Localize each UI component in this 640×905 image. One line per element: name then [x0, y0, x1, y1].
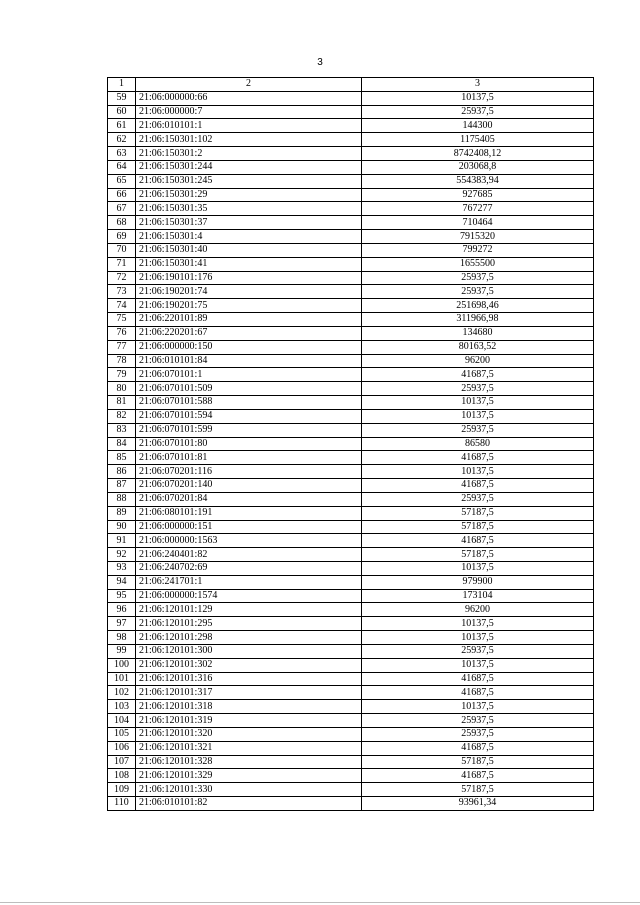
cadastral-number-cell: 21:06:120101:316 — [136, 672, 362, 686]
row-number-cell: 109 — [108, 783, 136, 797]
value-cell: 25937,5 — [362, 285, 594, 299]
table-row — [108, 230, 594, 244]
value-cell: 10137,5 — [362, 700, 594, 714]
table-header-row — [108, 78, 594, 92]
row-number-cell: 63 — [108, 147, 136, 161]
table-row — [108, 313, 594, 327]
value-cell: 7915320 — [362, 230, 594, 244]
table-row — [108, 741, 594, 755]
table-row — [108, 340, 594, 354]
table-row — [108, 575, 594, 589]
table-row — [108, 119, 594, 133]
cadastral-number-cell: 21:06:240702:69 — [136, 561, 362, 575]
row-number-cell: 95 — [108, 589, 136, 603]
value-cell: 25937,5 — [362, 644, 594, 658]
table-row — [108, 672, 594, 686]
cadastral-number-cell: 21:06:070101:1 — [136, 368, 362, 382]
table-row — [108, 257, 594, 271]
value-cell: 710464 — [362, 216, 594, 230]
value-cell: 554383,94 — [362, 174, 594, 188]
row-number-cell: 89 — [108, 506, 136, 520]
value-cell: 134680 — [362, 326, 594, 340]
row-number-cell: 102 — [108, 686, 136, 700]
cadastral-number-cell: 21:06:150301:41 — [136, 257, 362, 271]
cadastral-number-cell: 21:06:220101:89 — [136, 313, 362, 327]
table-row — [108, 797, 594, 811]
row-number-cell: 86 — [108, 465, 136, 479]
table-row — [108, 451, 594, 465]
cadastral-number-cell: 21:06:150301:2 — [136, 147, 362, 161]
value-cell: 10137,5 — [362, 409, 594, 423]
row-number-cell: 87 — [108, 479, 136, 493]
row-number-cell: 65 — [108, 174, 136, 188]
row-number-cell: 97 — [108, 617, 136, 631]
table-row — [108, 603, 594, 617]
row-number-cell: 99 — [108, 644, 136, 658]
cadastral-number-cell: 21:06:000000:66 — [136, 91, 362, 105]
row-number-cell: 105 — [108, 727, 136, 741]
cadastral-number-cell: 21:06:120101:321 — [136, 741, 362, 755]
cadastral-number-cell: 21:06:010101:84 — [136, 354, 362, 368]
value-cell: 80163,52 — [362, 340, 594, 354]
cadastral-number-cell: 21:06:000000:151 — [136, 520, 362, 534]
row-number-cell: 93 — [108, 561, 136, 575]
cadastral-number-cell: 21:06:150301:40 — [136, 243, 362, 257]
row-number-cell: 108 — [108, 769, 136, 783]
cadastral-number-cell: 21:06:150301:4 — [136, 230, 362, 244]
value-cell: 41687,5 — [362, 479, 594, 493]
value-cell: 1175405 — [362, 133, 594, 147]
table-row — [108, 160, 594, 174]
cadastral-number-cell: 21:06:120101:328 — [136, 755, 362, 769]
row-number-cell: 59 — [108, 91, 136, 105]
cadastral-number-cell: 21:06:070101:594 — [136, 409, 362, 423]
value-cell: 927685 — [362, 188, 594, 202]
value-cell: 1655500 — [362, 257, 594, 271]
value-cell: 96200 — [362, 603, 594, 617]
row-number-cell: 62 — [108, 133, 136, 147]
value-cell: 10137,5 — [362, 465, 594, 479]
cadastral-number-cell: 21:06:190201:74 — [136, 285, 362, 299]
row-number-cell: 75 — [108, 313, 136, 327]
value-cell: 25937,5 — [362, 714, 594, 728]
value-cell: 57187,5 — [362, 506, 594, 520]
value-cell: 93961,34 — [362, 797, 594, 811]
table-row — [108, 686, 594, 700]
table-row — [108, 243, 594, 257]
row-number-cell: 96 — [108, 603, 136, 617]
column-header-1: 1 — [108, 78, 136, 92]
cadastral-number-cell: 21:06:150301:244 — [136, 160, 362, 174]
row-number-cell: 74 — [108, 299, 136, 313]
value-cell: 311966,98 — [362, 313, 594, 327]
row-number-cell: 68 — [108, 216, 136, 230]
page-number: 3 — [317, 57, 323, 68]
table-row — [108, 534, 594, 548]
row-number-cell: 103 — [108, 700, 136, 714]
table-row — [108, 299, 594, 313]
row-number-cell: 66 — [108, 188, 136, 202]
table-row — [108, 520, 594, 534]
column-header-2: 2 — [136, 78, 362, 92]
row-number-cell: 60 — [108, 105, 136, 119]
table-row — [108, 548, 594, 562]
table-row — [108, 714, 594, 728]
cadastral-number-cell: 21:06:000000:7 — [136, 105, 362, 119]
cadastral-number-cell: 21:06:150301:37 — [136, 216, 362, 230]
table-row — [108, 783, 594, 797]
cadastral-number-cell: 21:06:241701:1 — [136, 575, 362, 589]
table-row — [108, 133, 594, 147]
table-row — [108, 91, 594, 105]
row-number-cell: 94 — [108, 575, 136, 589]
table-row — [108, 755, 594, 769]
cadastral-number-cell: 21:06:070201:116 — [136, 465, 362, 479]
cadastral-number-cell: 21:06:190101:176 — [136, 271, 362, 285]
value-cell: 41687,5 — [362, 741, 594, 755]
cadastral-value-table — [107, 77, 594, 811]
table-row — [108, 437, 594, 451]
cadastral-number-cell: 21:06:080101:191 — [136, 506, 362, 520]
value-cell: 86580 — [362, 437, 594, 451]
row-number-cell: 82 — [108, 409, 136, 423]
table-row — [108, 409, 594, 423]
cadastral-number-cell: 21:06:120101:295 — [136, 617, 362, 631]
value-cell: 10137,5 — [362, 658, 594, 672]
cadastral-number-cell: 21:06:070101:80 — [136, 437, 362, 451]
value-cell: 41687,5 — [362, 534, 594, 548]
table-row — [108, 216, 594, 230]
row-number-cell: 79 — [108, 368, 136, 382]
value-cell: 8742408,12 — [362, 147, 594, 161]
value-cell: 57187,5 — [362, 548, 594, 562]
cadastral-number-cell: 21:06:220201:67 — [136, 326, 362, 340]
table-row — [108, 700, 594, 714]
table-body — [108, 91, 594, 810]
table-row — [108, 147, 594, 161]
row-number-cell: 70 — [108, 243, 136, 257]
cadastral-number-cell: 21:06:070101:81 — [136, 451, 362, 465]
cadastral-number-cell: 21:06:120101:317 — [136, 686, 362, 700]
value-cell: 96200 — [362, 354, 594, 368]
value-cell: 10137,5 — [362, 631, 594, 645]
row-number-cell: 67 — [108, 202, 136, 216]
value-cell: 25937,5 — [362, 727, 594, 741]
cadastral-number-cell: 21:06:000000:1574 — [136, 589, 362, 603]
value-cell: 25937,5 — [362, 271, 594, 285]
cadastral-number-cell: 21:06:070101:588 — [136, 396, 362, 410]
cadastral-number-cell: 21:06:070101:509 — [136, 382, 362, 396]
table-row — [108, 285, 594, 299]
table-row — [108, 396, 594, 410]
value-cell: 41687,5 — [362, 451, 594, 465]
cadastral-number-cell: 21:06:150301:102 — [136, 133, 362, 147]
row-number-cell: 69 — [108, 230, 136, 244]
value-cell: 41687,5 — [362, 368, 594, 382]
row-number-cell: 100 — [108, 658, 136, 672]
value-cell: 10137,5 — [362, 561, 594, 575]
value-cell: 173104 — [362, 589, 594, 603]
cadastral-number-cell: 21:06:070201:84 — [136, 492, 362, 506]
value-cell: 25937,5 — [362, 105, 594, 119]
cadastral-number-cell: 21:06:150301:29 — [136, 188, 362, 202]
row-number-cell: 76 — [108, 326, 136, 340]
row-number-cell: 81 — [108, 396, 136, 410]
row-number-cell: 104 — [108, 714, 136, 728]
cadastral-number-cell: 21:06:000000:1563 — [136, 534, 362, 548]
value-cell: 979900 — [362, 575, 594, 589]
cadastral-number-cell: 21:06:150301:245 — [136, 174, 362, 188]
cadastral-number-cell: 21:06:120101:129 — [136, 603, 362, 617]
cadastral-number-cell: 21:06:120101:318 — [136, 700, 362, 714]
table-row — [108, 479, 594, 493]
cadastral-number-cell: 21:06:150301:35 — [136, 202, 362, 216]
row-number-cell: 84 — [108, 437, 136, 451]
table-row — [108, 561, 594, 575]
row-number-cell: 90 — [108, 520, 136, 534]
value-cell: 25937,5 — [362, 382, 594, 396]
table-row — [108, 174, 594, 188]
table-row — [108, 188, 594, 202]
cadastral-number-cell: 21:06:120101:330 — [136, 783, 362, 797]
table-row — [108, 271, 594, 285]
value-cell: 10137,5 — [362, 617, 594, 631]
table-row — [108, 644, 594, 658]
cadastral-number-cell: 21:06:070101:599 — [136, 423, 362, 437]
table-row — [108, 658, 594, 672]
table-row — [108, 589, 594, 603]
row-number-cell: 61 — [108, 119, 136, 133]
row-number-cell: 88 — [108, 492, 136, 506]
row-number-cell: 91 — [108, 534, 136, 548]
value-cell: 57187,5 — [362, 755, 594, 769]
cadastral-number-cell: 21:06:070201:140 — [136, 479, 362, 493]
table-row — [108, 423, 594, 437]
cadastral-number-cell: 21:06:120101:302 — [136, 658, 362, 672]
row-number-cell: 98 — [108, 631, 136, 645]
column-header-3: 3 — [362, 78, 594, 92]
cadastral-number-cell: 21:06:120101:320 — [136, 727, 362, 741]
cadastral-number-cell: 21:06:190201:75 — [136, 299, 362, 313]
value-cell: 144300 — [362, 119, 594, 133]
value-cell: 41687,5 — [362, 769, 594, 783]
row-number-cell: 110 — [108, 797, 136, 811]
row-number-cell: 80 — [108, 382, 136, 396]
table-row — [108, 492, 594, 506]
row-number-cell: 83 — [108, 423, 136, 437]
value-cell: 10137,5 — [362, 91, 594, 105]
value-cell: 799272 — [362, 243, 594, 257]
table-row — [108, 769, 594, 783]
value-cell: 41687,5 — [362, 686, 594, 700]
cadastral-number-cell: 21:06:120101:300 — [136, 644, 362, 658]
cadastral-number-cell: 21:06:120101:329 — [136, 769, 362, 783]
cadastral-number-cell: 21:06:240401:82 — [136, 548, 362, 562]
row-number-cell: 92 — [108, 548, 136, 562]
value-cell: 10137,5 — [362, 396, 594, 410]
value-cell: 25937,5 — [362, 423, 594, 437]
row-number-cell: 78 — [108, 354, 136, 368]
row-number-cell: 73 — [108, 285, 136, 299]
table-row — [108, 382, 594, 396]
cadastral-number-cell: 21:06:120101:319 — [136, 714, 362, 728]
table-row — [108, 202, 594, 216]
cadastral-number-cell: 21:06:120101:298 — [136, 631, 362, 645]
value-cell: 251698,46 — [362, 299, 594, 313]
table-row — [108, 631, 594, 645]
row-number-cell: 77 — [108, 340, 136, 354]
table-row — [108, 617, 594, 631]
value-cell: 25937,5 — [362, 492, 594, 506]
row-number-cell: 85 — [108, 451, 136, 465]
table-row — [108, 354, 594, 368]
table-row — [108, 105, 594, 119]
value-cell: 41687,5 — [362, 672, 594, 686]
table-row — [108, 326, 594, 340]
table-row — [108, 465, 594, 479]
row-number-cell: 71 — [108, 257, 136, 271]
cadastral-number-cell: 21:06:000000:150 — [136, 340, 362, 354]
row-number-cell: 101 — [108, 672, 136, 686]
value-cell: 57187,5 — [362, 783, 594, 797]
value-cell: 767277 — [362, 202, 594, 216]
cadastral-number-cell: 21:06:010101:1 — [136, 119, 362, 133]
table-row — [108, 506, 594, 520]
value-cell: 57187,5 — [362, 520, 594, 534]
row-number-cell: 72 — [108, 271, 136, 285]
table-row — [108, 368, 594, 382]
row-number-cell: 107 — [108, 755, 136, 769]
row-number-cell: 106 — [108, 741, 136, 755]
table-row — [108, 727, 594, 741]
page-bottom-divider — [0, 902, 640, 903]
cadastral-number-cell: 21:06:010101:82 — [136, 797, 362, 811]
value-cell: 203068,8 — [362, 160, 594, 174]
row-number-cell: 64 — [108, 160, 136, 174]
